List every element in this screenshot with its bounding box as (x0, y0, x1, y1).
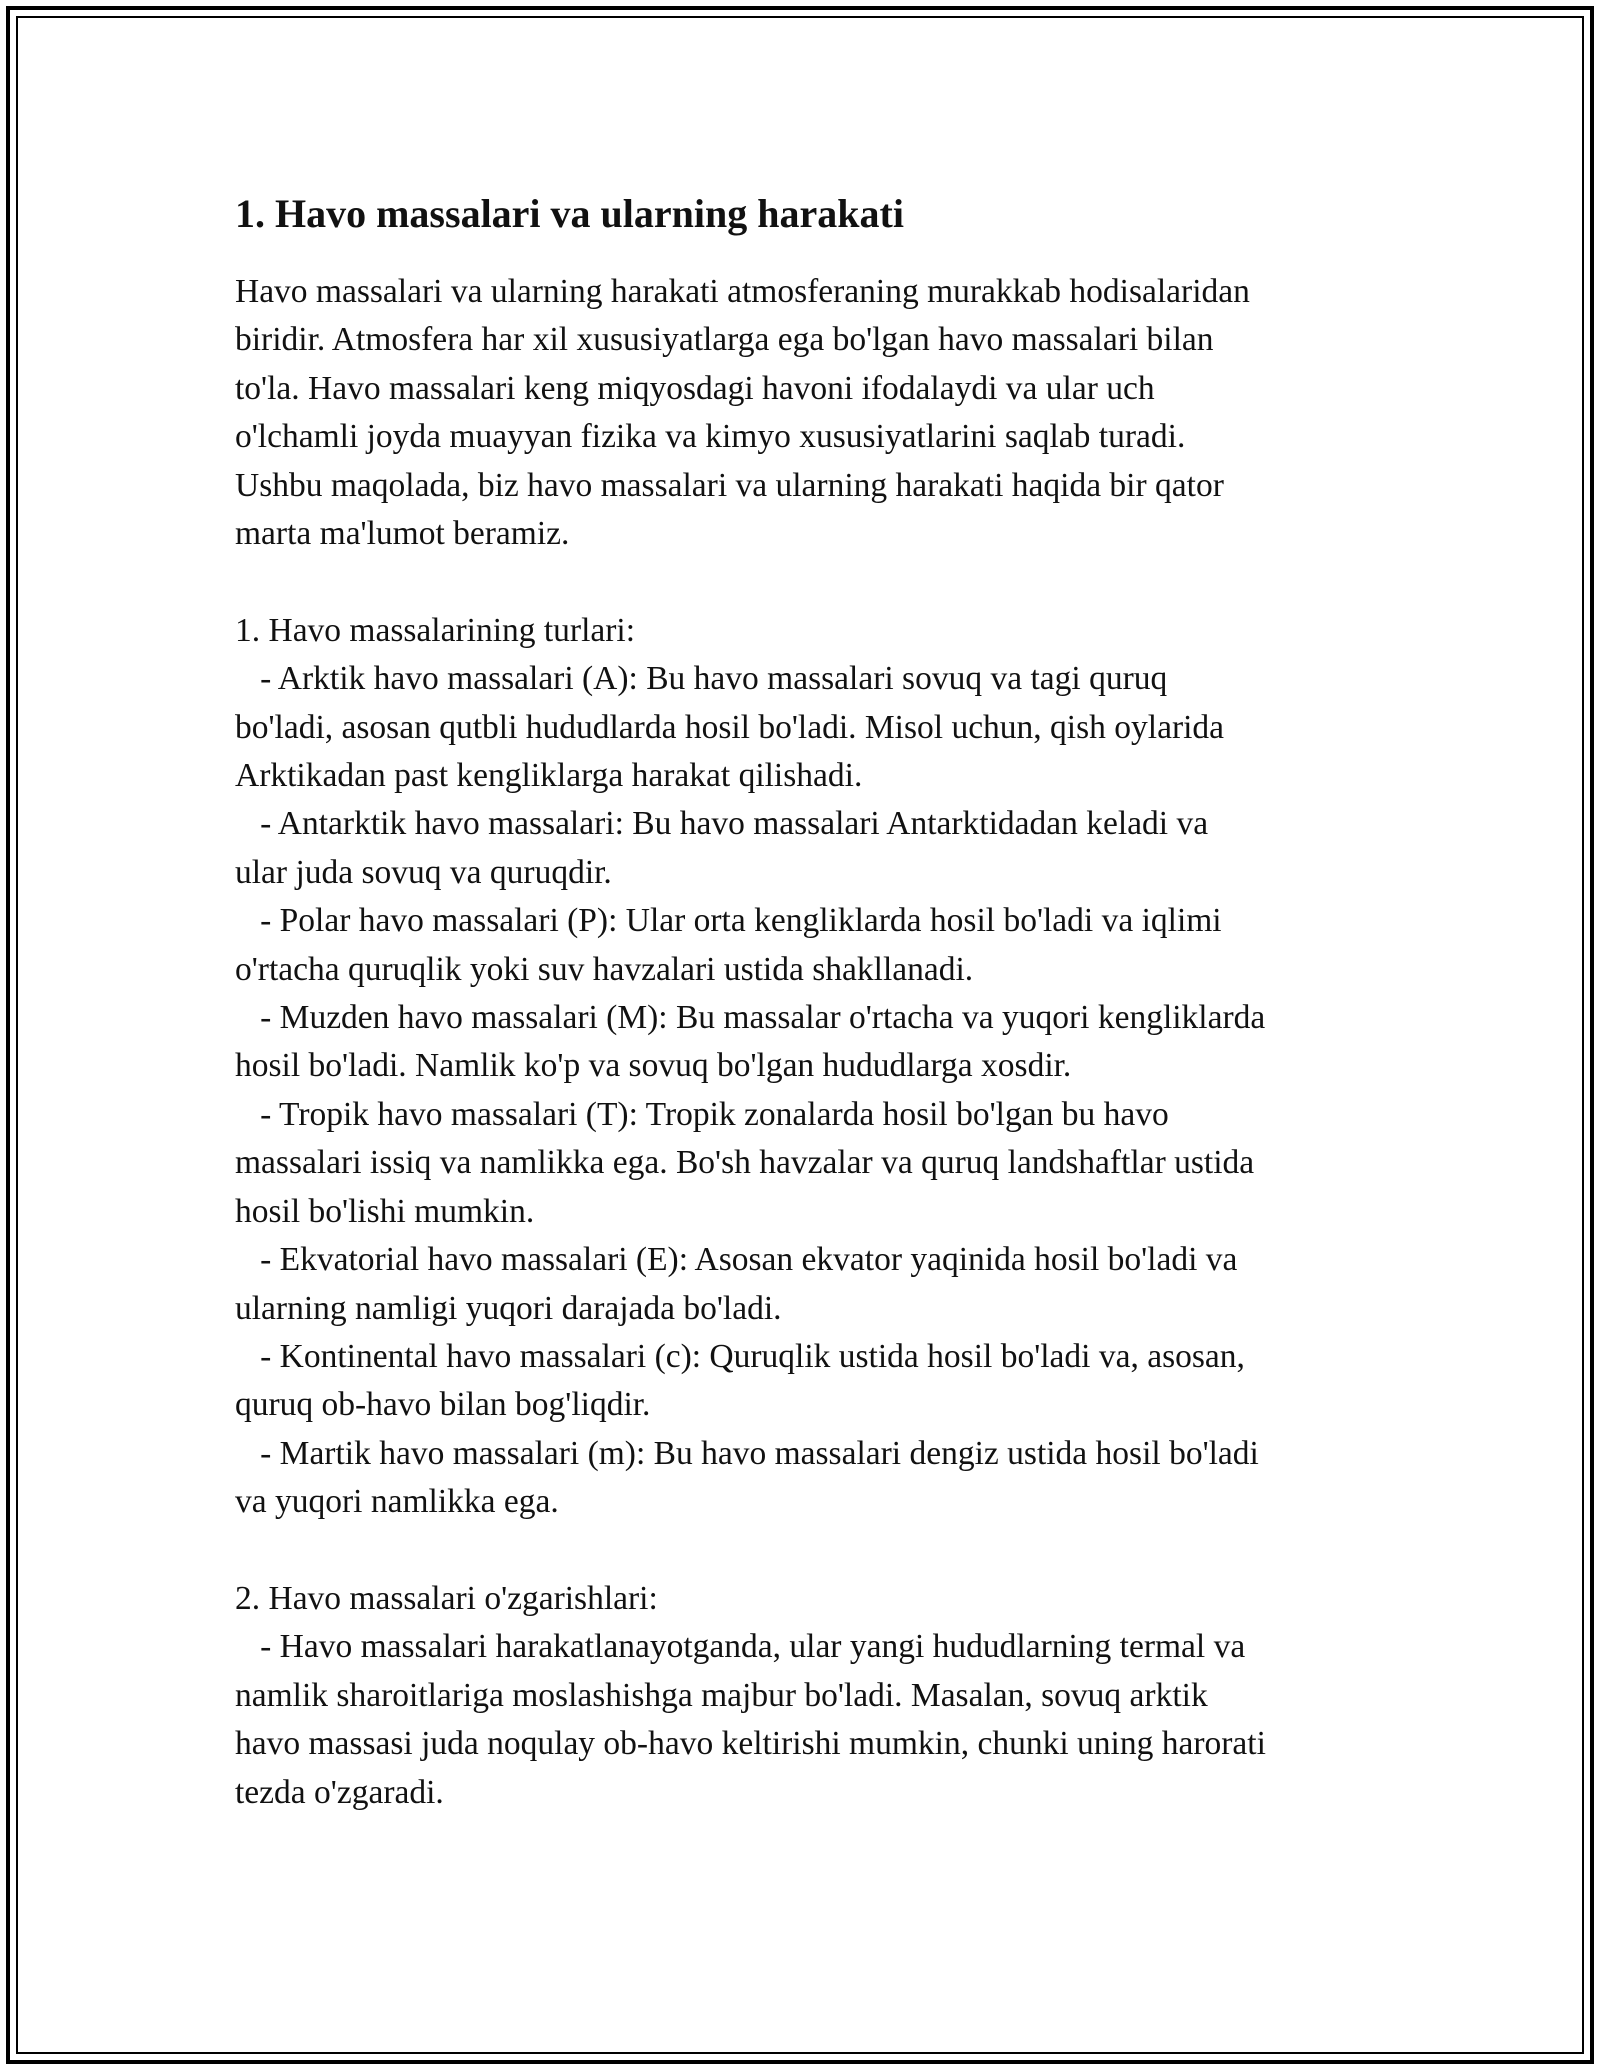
paragraph-gap (235, 558, 1385, 606)
intro-line: Ushbu maqolada, biz havo massalari va ularning harakati haqida bir qator (235, 466, 1224, 504)
list-item-line: - Muzden havo massalari (M): Bu massalar o'rtacha va yuqori kengliklarda (235, 999, 1266, 1037)
list-item-line: ularning namligi yuqori darajada bo'ladi. (235, 1289, 782, 1327)
list-item-polar (235, 897, 1385, 994)
list-item-antarktik (235, 800, 1385, 897)
list-item-line: bo'ladi, asosan qutbli hududlarda hosil bo'ladi. Misol uchun, qish oylarida (235, 708, 1225, 746)
list-item-line: - Tropik havo massalari (T): Tropik zonalarda hosil bo'lgan bu havo (235, 1095, 1169, 1133)
list-item-line: quruq ob-havo bilan bog'liqdir. (235, 1386, 651, 1424)
document-title: 1. Havo massalari va ularning harakati (235, 191, 904, 236)
section-1 (235, 607, 1385, 1527)
intro-line: marta ma'lumot beramiz. (235, 515, 570, 553)
paragraph-gap (235, 1527, 1385, 1575)
list-item-line: hosil bo'ladi. Namlik ko'p va sovuq bo'lgan hududlarga xosdir. (235, 1047, 1072, 1085)
list-item-line: ular juda sovuq va quruqdir. (235, 853, 612, 891)
section-2 (235, 1575, 1385, 1817)
list-item-arktik (235, 655, 1385, 800)
section-2-heading: 2. Havo massalari o'zgarishlari: (235, 1579, 658, 1617)
list-item-line: Arktikadan past kengliklarga harakat qilishadi. (235, 757, 863, 795)
list-item-line: - Polar havo massalari (P): Ular orta kengliklarda hosil bo'ladi va iqlimi (235, 902, 1222, 940)
list-item-line: - Havo massalari harakatlanayotganda, ular yangi hududlarning termal va (235, 1628, 1246, 1666)
list-item-kontinental (235, 1333, 1385, 1430)
intro-line: to'la. Havo massalari keng miqyosdagi havoni ifodalaydi va ular uch (235, 369, 1155, 407)
list-item-muzden (235, 994, 1385, 1091)
intro-paragraph (235, 268, 1385, 558)
list-item-line: - Antarktik havo massalari: Bu havo massalari Antarktidadan keladi va (235, 805, 1209, 843)
intro-line: o'lchamli joyda muayyan fizika va kimyo xususiyatlarini saqlab turadi. (235, 418, 1186, 456)
list-item-line: massalari issiq va namlikka ega. Bo'sh havzalar va quruq landshaftlar ustida (235, 1144, 1255, 1182)
list-item-line: tezda o'zgaradi. (235, 1773, 444, 1811)
list-item-martik (235, 1430, 1385, 1527)
list-item-line: - Martik havo massalari (m): Bu havo massalari dengiz ustida hosil bo'ladi (235, 1434, 1259, 1472)
list-item-line: o'rtacha quruqlik yoki suv havzalari ustida shakllanadi. (235, 950, 974, 988)
list-item-ozgarish (235, 1623, 1385, 1817)
section-1-heading: 1. Havo massalarining turlari: (235, 611, 636, 649)
list-item-line: hosil bo'lishi mumkin. (235, 1192, 535, 1230)
list-item-ekvatorial (235, 1236, 1385, 1333)
list-item-line: havo massasi juda noqulay ob-havo keltirishi mumkin, chunki uning harorati (235, 1725, 1266, 1763)
list-item-line: va yuqori namlikka ega. (235, 1483, 559, 1521)
intro-line: Havo massalari va ularning harakati atmosferaning murakkab hodisalaridan (235, 273, 1250, 310)
list-item-line: - Ekvatorial havo massalari (E): Asosan ekvator yaqinida hosil bo'ladi va (235, 1241, 1238, 1279)
list-item-line: namlik sharoitlariga moslashishga majbur bo'ladi. Masalan, sovuq arktik (235, 1676, 1208, 1714)
intro-line: biridir. Atmosfera har xil xususiyatlarga ega bo'lgan havo massalari bilan (235, 321, 1214, 359)
list-item-tropik (235, 1091, 1385, 1236)
list-item-line: - Arktik havo massalari (A): Bu havo massalari sovuq va tagi quruq (235, 660, 1168, 698)
document-body (235, 186, 1385, 1817)
list-item-line: - Kontinental havo massalari (c): Quruqlik ustida hosil bo'ladi va, asosan, (235, 1337, 1245, 1375)
